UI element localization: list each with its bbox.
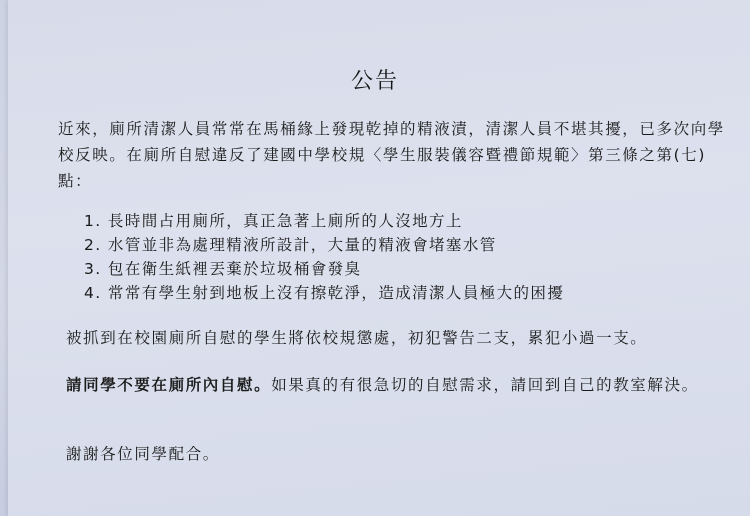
list-item: 2. 水管並非為處理精液所設計，大量的精液會堵塞水管 [84,236,497,254]
notice-title: 公告 [350,69,399,94]
reason-list [84,209,564,305]
list-item: 1. 長時間占用廁所，真正急著上廁所的人沒地方上 [84,212,463,230]
request-paragraph [66,372,706,398]
list-item: 3. 包在衛生紙裡丟棄於垃圾桶會發臭 [84,260,362,278]
intro-paragraph: 近來，廁所清潔人員常常在馬桶緣上發現乾掉的精液漬，清潔人員不堪其擾，已多次向學校反映。在廁所自慰違反了建國中學校規〈學生服裝儀容暨禮節規範〉第三條之第(七)點： [58,120,725,190]
penalty-paragraph: 被抓到在校園廁所自慰的學生將依校規懲處，初犯警告二支，累犯小過一支。 [66,329,648,347]
request-text: 如果真的有很急切的自慰需求，請回到自己的教室解決。 [271,376,699,394]
thanks-line: 謝謝各位同學配合。 [66,445,220,463]
list-item: 4. 常常有學生射到地板上沒有擦乾淨，造成清潔人員極大的困擾 [84,284,565,302]
request-emphasis: 請同學不要在廁所內自慰。 [66,376,272,394]
